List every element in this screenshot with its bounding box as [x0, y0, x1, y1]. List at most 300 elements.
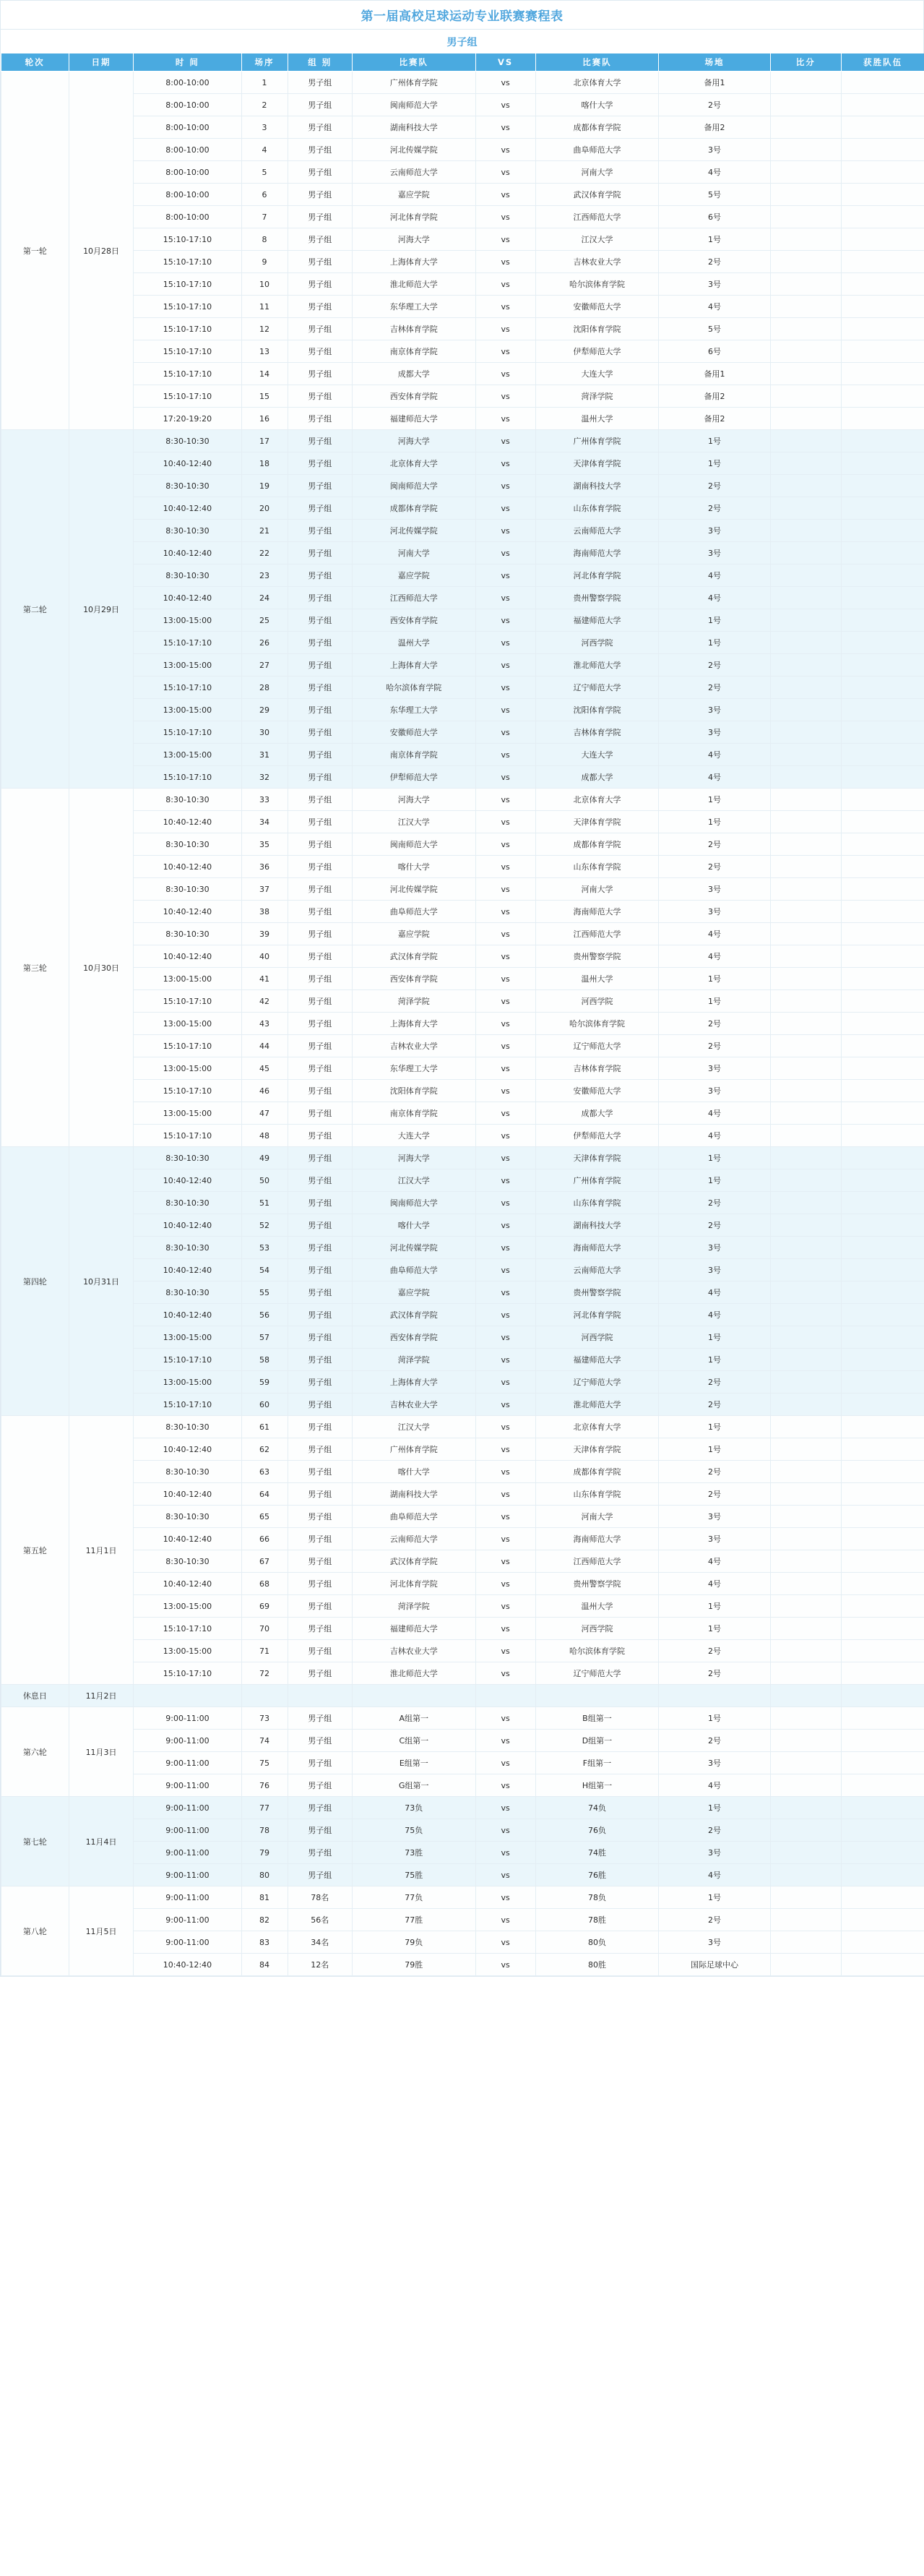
match-winner[interactable]: [841, 654, 924, 677]
match-winner[interactable]: [841, 1259, 924, 1281]
match-team-b: 成都体育学院: [535, 116, 659, 139]
match-score[interactable]: [770, 1685, 841, 1707]
table-row[interactable]: [1, 1774, 924, 1797]
table-row[interactable]: [1, 251, 924, 273]
table-row[interactable]: [1, 1371, 924, 1394]
table-row[interactable]: [1, 296, 924, 318]
match-score[interactable]: [770, 1483, 841, 1506]
table-row[interactable]: [1, 1035, 924, 1057]
match-score[interactable]: [770, 1931, 841, 1954]
table-row[interactable]: [1, 1595, 924, 1618]
match-score[interactable]: [770, 1640, 841, 1662]
match-score[interactable]: [770, 206, 841, 228]
match-winner[interactable]: [841, 632, 924, 654]
table-body: [1, 72, 924, 1976]
match-winner[interactable]: [841, 1147, 924, 1169]
table-row[interactable]: [1, 542, 924, 564]
table-row[interactable]: [1, 1819, 924, 1842]
table-row[interactable]: [1, 654, 924, 677]
table-row[interactable]: [1, 1842, 924, 1864]
table-row[interactable]: [1, 340, 924, 363]
table-row[interactable]: [1, 1550, 924, 1573]
match-winner[interactable]: [841, 1461, 924, 1483]
table-row[interactable]: [1, 1752, 924, 1774]
match-winner[interactable]: [841, 1371, 924, 1394]
match-team-a: 河海大学: [353, 1147, 476, 1169]
match-score[interactable]: [770, 677, 841, 699]
table-row[interactable]: [1, 856, 924, 878]
match-venue: 1号: [659, 1886, 771, 1909]
match-vs: vs: [475, 699, 535, 721]
match-score[interactable]: [770, 1573, 841, 1595]
table-row[interactable]: [1, 968, 924, 990]
match-team-a: 河海大学: [353, 789, 476, 811]
match-score[interactable]: [770, 1842, 841, 1864]
table-row[interactable]: [1, 1281, 924, 1304]
match-score[interactable]: [770, 1662, 841, 1685]
match-winner[interactable]: [841, 1931, 924, 1954]
table-row[interactable]: [1, 632, 924, 654]
match-winner[interactable]: [841, 901, 924, 923]
match-score[interactable]: [770, 139, 841, 161]
table-row[interactable]: [1, 587, 924, 609]
table-row[interactable]: [1, 1057, 924, 1080]
match-vs: vs: [475, 72, 535, 94]
table-row[interactable]: [1, 1483, 924, 1506]
table-row[interactable]: [1, 520, 924, 542]
match-score[interactable]: [770, 475, 841, 497]
table-row[interactable]: [1, 1102, 924, 1125]
table-row[interactable]: [1, 1259, 924, 1281]
match-score[interactable]: [770, 811, 841, 833]
table-row[interactable]: [1, 475, 924, 497]
match-vs: vs: [475, 609, 535, 632]
table-row[interactable]: [1, 1954, 924, 1976]
match-score[interactable]: [770, 587, 841, 609]
table-row[interactable]: [1, 1169, 924, 1192]
match-score[interactable]: [770, 542, 841, 564]
table-row[interactable]: [1, 1214, 924, 1237]
match-winner[interactable]: [841, 161, 924, 184]
table-row[interactable]: [1, 990, 924, 1013]
match-winner[interactable]: [841, 497, 924, 520]
match-vs: vs: [475, 1147, 535, 1169]
match-score[interactable]: [770, 1797, 841, 1819]
match-winner[interactable]: [841, 833, 924, 856]
table-row[interactable]: [1, 1909, 924, 1931]
match-winner[interactable]: [841, 990, 924, 1013]
table-row[interactable]: [1, 1730, 924, 1752]
match-winner[interactable]: [841, 318, 924, 340]
match-order: 75: [241, 1752, 288, 1774]
table-row[interactable]: [1, 184, 924, 206]
match-score[interactable]: [770, 1864, 841, 1886]
match-score[interactable]: [770, 721, 841, 744]
match-team-a: 闽南师范大学: [353, 1192, 476, 1214]
match-winner[interactable]: [841, 1618, 924, 1640]
table-row[interactable]: [1, 1461, 924, 1483]
match-score[interactable]: [770, 1013, 841, 1035]
sub-title-band: [0, 29, 924, 53]
match-winner[interactable]: [841, 475, 924, 497]
match-vs: vs: [475, 1237, 535, 1259]
match-venue: 备用2: [659, 385, 771, 408]
match-score[interactable]: [770, 363, 841, 385]
match-winner[interactable]: [841, 452, 924, 475]
col-header-team-b: 比赛队: [535, 53, 659, 72]
match-team-a: 西安体育学院: [353, 1326, 476, 1349]
round-label: 第五轮: [1, 1416, 69, 1685]
match-score[interactable]: [770, 1909, 841, 1931]
table-row[interactable]: [1, 677, 924, 699]
match-winner[interactable]: [841, 520, 924, 542]
table-row[interactable]: [1, 161, 924, 184]
table-row[interactable]: [1, 452, 924, 475]
match-winner[interactable]: [841, 408, 924, 430]
match-winner[interactable]: [841, 564, 924, 587]
match-winner[interactable]: [841, 1438, 924, 1461]
col-header-time: 时 间: [134, 53, 241, 72]
match-team-b: 福建师范大学: [535, 609, 659, 632]
match-winner[interactable]: [841, 1819, 924, 1842]
match-winner[interactable]: [841, 1169, 924, 1192]
match-score[interactable]: [770, 856, 841, 878]
match-venue: 国际足球中心: [659, 1954, 771, 1976]
table-row[interactable]: [1, 1931, 924, 1954]
match-score[interactable]: [770, 1192, 841, 1214]
table-row[interactable]: [1, 72, 924, 94]
match-winner[interactable]: [841, 116, 924, 139]
match-winner[interactable]: [841, 1349, 924, 1371]
table-row[interactable]: [1, 1147, 924, 1169]
match-score[interactable]: [770, 1102, 841, 1125]
match-winner[interactable]: [841, 766, 924, 789]
match-winner[interactable]: [841, 1237, 924, 1259]
match-team-b: 河南大学: [535, 161, 659, 184]
match-winner[interactable]: [841, 811, 924, 833]
match-winner[interactable]: [841, 184, 924, 206]
match-winner[interactable]: [841, 1730, 924, 1752]
table-row[interactable]: [1, 1080, 924, 1102]
match-winner[interactable]: [841, 72, 924, 94]
match-score[interactable]: [770, 1707, 841, 1730]
match-vs: vs: [475, 1461, 535, 1483]
match-winner[interactable]: [841, 1326, 924, 1349]
match-winner[interactable]: [841, 945, 924, 968]
table-row[interactable]: [1, 833, 924, 856]
match-winner[interactable]: [841, 340, 924, 363]
match-score[interactable]: [770, 72, 841, 94]
table-row[interactable]: [1, 766, 924, 789]
match-score[interactable]: [770, 878, 841, 901]
match-score[interactable]: [770, 497, 841, 520]
table-row[interactable]: [1, 1640, 924, 1662]
match-venue: 4号: [659, 1281, 771, 1304]
match-score[interactable]: [770, 1125, 841, 1147]
match-vs: vs: [475, 363, 535, 385]
match-winner[interactable]: [841, 1864, 924, 1886]
match-team-b: 哈尔滨体育学院: [535, 1013, 659, 1035]
table-row[interactable]: [1, 1349, 924, 1371]
table-row[interactable]: [1, 1326, 924, 1349]
match-score[interactable]: [770, 1237, 841, 1259]
match-winner[interactable]: [841, 1707, 924, 1730]
match-score[interactable]: [770, 116, 841, 139]
table-row[interactable]: [1, 408, 924, 430]
match-winner[interactable]: [841, 1774, 924, 1797]
match-vs: vs: [475, 94, 535, 116]
table-row[interactable]: [1, 878, 924, 901]
match-winner[interactable]: [841, 430, 924, 452]
match-winner[interactable]: [841, 1752, 924, 1774]
table-row[interactable]: [1, 1506, 924, 1528]
match-winner[interactable]: [841, 385, 924, 408]
match-winner[interactable]: [841, 1304, 924, 1326]
match-score[interactable]: [770, 1147, 841, 1169]
match-score[interactable]: [770, 1057, 841, 1080]
match-winner[interactable]: [841, 1886, 924, 1909]
match-winner[interactable]: [841, 968, 924, 990]
match-score[interactable]: [770, 609, 841, 632]
match-winner[interactable]: [841, 1640, 924, 1662]
table-row[interactable]: [1, 744, 924, 766]
match-time: 8:00-10:00: [134, 116, 241, 139]
match-score[interactable]: [770, 1304, 841, 1326]
match-winner[interactable]: [841, 1528, 924, 1550]
match-score[interactable]: [770, 161, 841, 184]
match-score[interactable]: [770, 1281, 841, 1304]
match-team-a: 东华理工大学: [353, 296, 476, 318]
match-group: 男子组: [288, 1797, 353, 1819]
table-row[interactable]: [1, 430, 924, 452]
match-score[interactable]: [770, 789, 841, 811]
match-score[interactable]: [770, 833, 841, 856]
match-winner[interactable]: [841, 1842, 924, 1864]
match-score[interactable]: [770, 1954, 841, 1976]
match-winner[interactable]: [841, 363, 924, 385]
table-row[interactable]: [1, 1237, 924, 1259]
match-score[interactable]: [770, 408, 841, 430]
match-order: 60: [241, 1394, 288, 1416]
match-winner[interactable]: [841, 789, 924, 811]
match-winner[interactable]: [841, 609, 924, 632]
match-score[interactable]: [770, 990, 841, 1013]
table-row[interactable]: [1, 1618, 924, 1640]
table-row[interactable]: [1, 139, 924, 161]
match-winner[interactable]: [841, 296, 924, 318]
table-row[interactable]: [1, 1438, 924, 1461]
table-row[interactable]: [1, 116, 924, 139]
match-winner[interactable]: [841, 228, 924, 251]
match-team-b: 曲阜师范大学: [535, 139, 659, 161]
match-order: 83: [241, 1931, 288, 1954]
match-score[interactable]: [770, 1506, 841, 1528]
table-row[interactable]: [1, 1416, 924, 1438]
match-score[interactable]: [770, 1394, 841, 1416]
match-order: 59: [241, 1371, 288, 1394]
table-row[interactable]: [1, 1864, 924, 1886]
match-score[interactable]: [770, 1550, 841, 1573]
table-row[interactable]: [1, 385, 924, 408]
match-order: 38: [241, 901, 288, 923]
match-score[interactable]: [770, 1326, 841, 1349]
match-winner[interactable]: [841, 1394, 924, 1416]
match-score[interactable]: [770, 296, 841, 318]
match-winner[interactable]: [841, 856, 924, 878]
match-score[interactable]: [770, 1214, 841, 1237]
match-score[interactable]: [770, 1416, 841, 1438]
match-score[interactable]: [770, 1438, 841, 1461]
table-row[interactable]: [1, 945, 924, 968]
match-winner[interactable]: [841, 94, 924, 116]
match-score[interactable]: [770, 945, 841, 968]
table-row[interactable]: [1, 1662, 924, 1685]
match-winner[interactable]: [841, 1954, 924, 1976]
match-winner[interactable]: [841, 1797, 924, 1819]
match-winner[interactable]: [841, 1214, 924, 1237]
match-winner[interactable]: [841, 1080, 924, 1102]
table-row[interactable]: [1, 228, 924, 251]
match-score[interactable]: [770, 901, 841, 923]
table-row[interactable]: [1, 564, 924, 587]
table-row[interactable]: [1, 1013, 924, 1035]
match-time: 8:30-10:30: [134, 430, 241, 452]
match-winner[interactable]: [841, 1035, 924, 1057]
match-score[interactable]: [770, 520, 841, 542]
table-row[interactable]: [1, 699, 924, 721]
match-team-b: 云南师范大学: [535, 1259, 659, 1281]
match-winner[interactable]: [841, 1057, 924, 1080]
match-score[interactable]: [770, 632, 841, 654]
table-row[interactable]: [1, 94, 924, 116]
match-score[interactable]: [770, 273, 841, 296]
match-score[interactable]: [770, 1595, 841, 1618]
match-team-b: 山东体育学院: [535, 856, 659, 878]
match-score[interactable]: [770, 318, 841, 340]
match-score[interactable]: [770, 1618, 841, 1640]
match-winner[interactable]: [841, 273, 924, 296]
match-winner[interactable]: [841, 1102, 924, 1125]
table-row[interactable]: [1, 1797, 924, 1819]
table-row[interactable]: [1, 721, 924, 744]
match-score[interactable]: [770, 1730, 841, 1752]
match-winner[interactable]: [841, 587, 924, 609]
match-score[interactable]: [770, 184, 841, 206]
match-score[interactable]: [770, 340, 841, 363]
match-order: 57: [241, 1326, 288, 1349]
match-venue: 3号: [659, 1237, 771, 1259]
match-score[interactable]: [770, 1461, 841, 1483]
match-score[interactable]: [770, 385, 841, 408]
match-score[interactable]: [770, 430, 841, 452]
match-winner[interactable]: [841, 251, 924, 273]
match-group: 男子组: [288, 1057, 353, 1080]
table-row[interactable]: [1, 206, 924, 228]
table-row[interactable]: [1, 318, 924, 340]
match-winner[interactable]: [841, 1125, 924, 1147]
table-row[interactable]: [1, 1125, 924, 1147]
match-winner[interactable]: [841, 1506, 924, 1528]
match-score[interactable]: [770, 654, 841, 677]
match-score[interactable]: [770, 1035, 841, 1057]
match-winner[interactable]: [841, 923, 924, 945]
match-winner[interactable]: [841, 878, 924, 901]
match-score[interactable]: [770, 452, 841, 475]
match-score[interactable]: [770, 1349, 841, 1371]
match-winner[interactable]: [841, 1685, 924, 1707]
table-row[interactable]: [1, 789, 924, 811]
table-row[interactable]: [1, 901, 924, 923]
table-row[interactable]: [1, 363, 924, 385]
table-row[interactable]: [1, 497, 924, 520]
match-score[interactable]: [770, 1752, 841, 1774]
match-winner[interactable]: [841, 1662, 924, 1685]
table-row[interactable]: [1, 1573, 924, 1595]
match-winner[interactable]: [841, 699, 924, 721]
table-row[interactable]: [1, 1707, 924, 1730]
table-row[interactable]: [1, 609, 924, 632]
table-row[interactable]: [1, 1528, 924, 1550]
match-score[interactable]: [770, 1528, 841, 1550]
match-winner[interactable]: [841, 1416, 924, 1438]
table-row[interactable]: [1, 811, 924, 833]
match-order: 42: [241, 990, 288, 1013]
match-score[interactable]: [770, 1080, 841, 1102]
match-group: 男子组: [288, 497, 353, 520]
match-winner[interactable]: [841, 1909, 924, 1931]
match-winner[interactable]: [841, 542, 924, 564]
table-row[interactable]: [1, 1685, 924, 1707]
match-score[interactable]: [770, 1819, 841, 1842]
table-row[interactable]: [1, 1304, 924, 1326]
match-winner[interactable]: [841, 1013, 924, 1035]
match-winner[interactable]: [841, 1281, 924, 1304]
match-score[interactable]: [770, 968, 841, 990]
match-score[interactable]: [770, 1886, 841, 1909]
match-score[interactable]: [770, 699, 841, 721]
table-row[interactable]: [1, 1394, 924, 1416]
match-score[interactable]: [770, 564, 841, 587]
table-row[interactable]: [1, 273, 924, 296]
match-score[interactable]: [770, 766, 841, 789]
match-winner[interactable]: [841, 139, 924, 161]
match-score[interactable]: [770, 1371, 841, 1394]
match-winner[interactable]: [841, 721, 924, 744]
table-row[interactable]: [1, 923, 924, 945]
match-score[interactable]: [770, 1169, 841, 1192]
match-score[interactable]: [770, 923, 841, 945]
match-winner[interactable]: [841, 1550, 924, 1573]
match-winner[interactable]: [841, 1192, 924, 1214]
match-winner[interactable]: [841, 1573, 924, 1595]
match-winner[interactable]: [841, 206, 924, 228]
match-score[interactable]: [770, 94, 841, 116]
match-score[interactable]: [770, 1774, 841, 1797]
match-winner[interactable]: [841, 744, 924, 766]
match-winner[interactable]: [841, 1595, 924, 1618]
table-row[interactable]: [1, 1192, 924, 1214]
match-score[interactable]: [770, 1259, 841, 1281]
match-winner[interactable]: [841, 1483, 924, 1506]
match-score[interactable]: [770, 744, 841, 766]
match-winner[interactable]: [841, 677, 924, 699]
match-group: 男子组: [288, 1013, 353, 1035]
match-team-b: 菏泽学院: [535, 385, 659, 408]
table-row[interactable]: [1, 1886, 924, 1909]
match-team-b: 温州大学: [535, 408, 659, 430]
match-score[interactable]: [770, 251, 841, 273]
match-score[interactable]: [770, 228, 841, 251]
